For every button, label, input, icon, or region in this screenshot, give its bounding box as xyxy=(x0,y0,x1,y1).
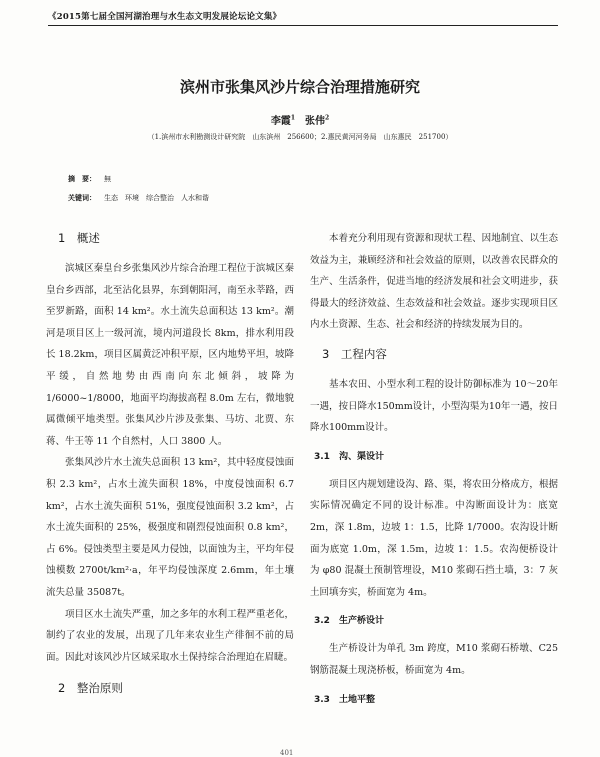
keywords-label: 关键词： xyxy=(68,193,96,202)
paragraph-standard: 基本农田、小型水利工程的设计防御标准为 10～20年一遇，按日降水150mm设计，小型沟渠为10年一遇，按日降水100mm设计。 xyxy=(310,378,558,434)
section-2-heading: 2 整治原则 xyxy=(58,681,123,696)
left-column xyxy=(46,228,294,708)
author-2: 张伟 xyxy=(305,116,325,127)
abstract-line xyxy=(68,174,111,184)
section-3-1-heading: 3.1 沟、渠设计 xyxy=(314,451,384,462)
paper-title: 滨州市张集风沙片综合治理措施研究 xyxy=(179,78,420,96)
paragraph-overview-3: 项目区水土流失严重，加之多年的水利工程严重老化，制约了农业的发展，出现了几年来农业生产徘徊不前的局面。因此对该风沙片区域采取水土保持综合治理迫在眉睫。 xyxy=(46,608,294,663)
abstract-value: 無 xyxy=(104,175,111,183)
section-3-2-heading: 3.2 生产桥设计 xyxy=(314,616,384,627)
author-1: 李霞 xyxy=(270,116,291,127)
author-line xyxy=(0,112,600,127)
affiliation: （1.滨州市水利勘测设计研究院 山东滨州 256600；2.惠民黄河河务局 山东惠民 251700） xyxy=(147,133,453,141)
author-2-mark: 2 xyxy=(325,114,330,122)
right-column xyxy=(310,228,558,717)
abstract-label: 摘 要： xyxy=(68,174,96,183)
paragraph-overview-2: 张集风沙片水土流失总面积 13 km²，其中轻度侵蚀面积 2.3 km²，占水土流失面积 18%，中度侵蚀面积 6.7 km²，占水土流失面积 51%，强度侵蚀面积 3.2 km²，占水土流失面积的 25%，极强度和剧烈侵蚀面积 0.8 km²，占 6%。侵蚀类型主要是风力侵蚀，以面蚀为主，平均年侵蚀模数 2700t/km²·a，年平均侵蚀深度 2.6mm，年土壤流失总量 35087t。 xyxy=(46,457,294,598)
paragraph-ditch-design: 项目区内规划建设沟、路、渠，将农田分格成方，根据实际情况确定不同的设计标准。中沟断面设计为：底宽 2m，深 1.8m，边坡 1：1.5，比降 1/7000。农沟设计断面为底宽 1.0m，深 1.5m，边坡 1：1.5。农沟便桥设计为 φ80 混凝土预制管埋设，M10 浆砌石挡土墙，3：7 灰土回填夯实，桥面宽为 4m。 xyxy=(310,478,558,598)
section-3-heading: 3 工程内容 xyxy=(322,346,387,361)
keywords-line xyxy=(68,193,209,203)
author-1-mark: 1 xyxy=(290,114,295,122)
page-number: 401 xyxy=(280,749,294,757)
section-1-heading: 1 概述 xyxy=(58,231,100,245)
section-3-3-heading: 3.3 土地平整 xyxy=(314,694,375,705)
paragraph-bridge-design: 生产桥设计为单孔 3m 跨度，M10 浆砌石桥墩、C25 钢筋混凝土现浇桥板，桥面宽为 4m。 xyxy=(310,643,558,676)
paragraph-overview-1: 滨城区秦皇台乡张集风沙片综合治理工程位于滨城区秦皇台乡西部，北至沾化县界，东到朝阳河，南至永莘路，西至罗新路，面积 14 km²。水土流失总面积达 13 km²。潮河是项目区上一级河流，境内河道段长 8km，排水利用段长 18.2km，项目区属黄泛冲积平原，区内地势平坦，坡降平缓，自然地势由西南向东北倾斜，坡降为 1/6000~1/8000，地面平均海拔高程 8.0m 左右，微地貌属微倾平地类型。张集风沙片涉及张集、马坊、北贾、东蒋、牛王等 11 个自然村，人口 3800 人。 xyxy=(46,263,294,447)
keywords-value: 生态 环境 综合整治 人水和谐 xyxy=(104,194,209,202)
paragraph-principle: 本着充分利用现有资源和现状工程、因地制宜、以生态效益为主，兼顾经济和社会效益的原则，以改善农民群众的生产、生活条件，促进当地的经济发展和社会文明进步，获得最大的经济效益、生态效益和社会效益。逐步实现项目区内水土资源、生态、社会和经济的持续发展为目的。 xyxy=(310,233,558,331)
running-header: 《2015第七届全国河湖治理与水生态文明发展论坛论文集》 xyxy=(48,10,558,26)
